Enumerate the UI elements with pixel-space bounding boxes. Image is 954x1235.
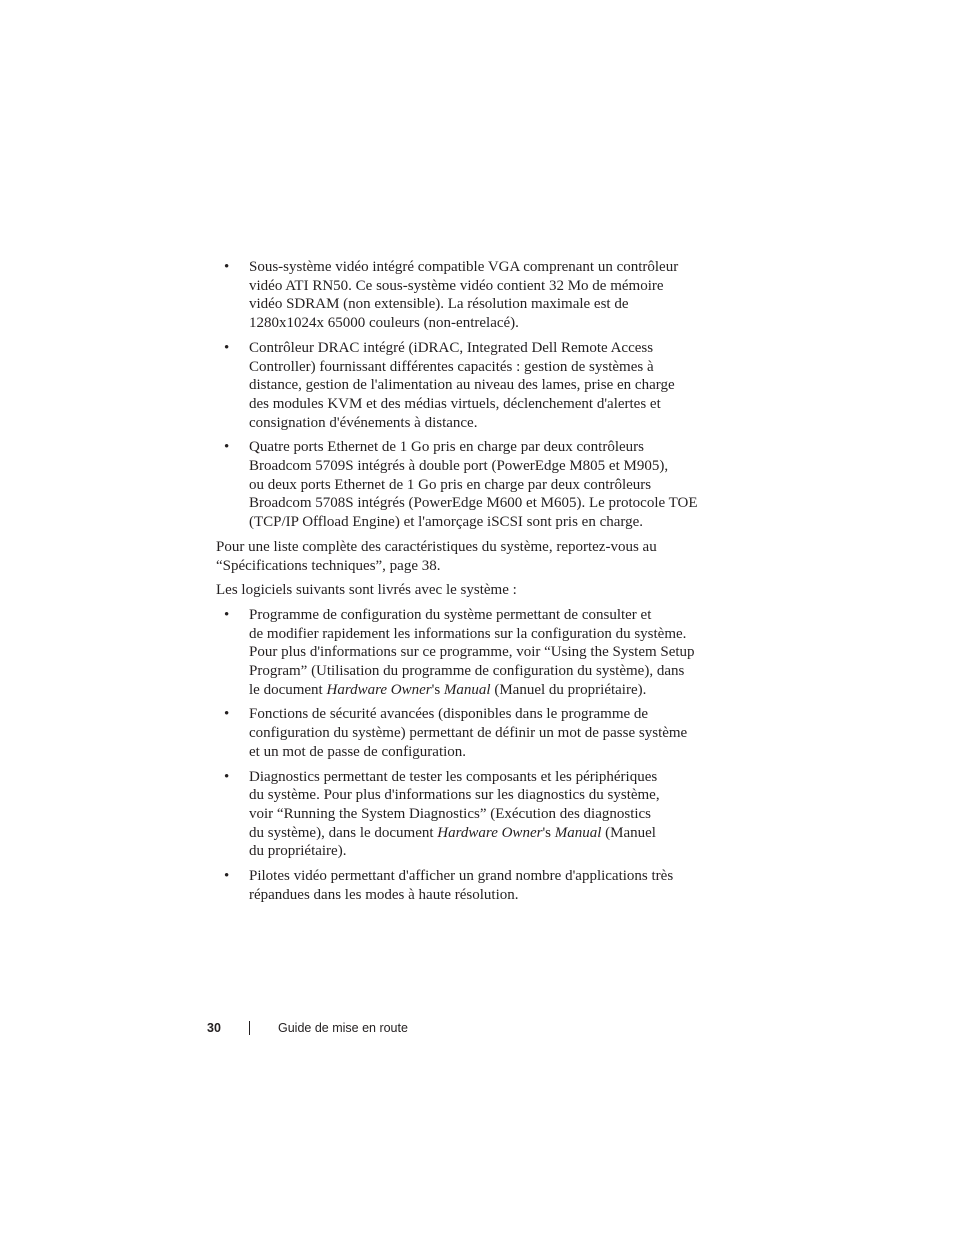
bullet-icon: • (224, 606, 230, 623)
text-segment: répandues dans les modes à haute résolution. (249, 886, 519, 903)
text-segment: Fonctions de sécurité avancées (disponibles dans le programme de (249, 706, 649, 723)
text-segment: du système), dans le document (249, 824, 438, 841)
bullet-icon: • (224, 439, 230, 456)
bullet-text (249, 438, 716, 532)
text-segment: Hardware Owner (326, 681, 432, 698)
text-segment: Hardware Owner (437, 824, 543, 841)
text-line (249, 824, 716, 843)
list-item (216, 438, 716, 532)
text-line (249, 705, 716, 724)
text-line (249, 476, 716, 495)
text-segment: vidéo SDRAM (non extensible). La résolution maximale est de (249, 296, 629, 313)
bullet-icon: • (224, 339, 230, 356)
text-segment: (Manuel (601, 824, 656, 841)
text-line (249, 314, 716, 333)
text-line (249, 842, 716, 861)
text-segment: Pour plus d'informations sur ce programme, voir “Using the System Setup (249, 644, 695, 661)
text-segment: ou deux ports Ethernet de 1 Go pris en charge par deux contrôleurs (249, 476, 652, 493)
software-feature-list (216, 606, 716, 905)
text-segment: le document (249, 681, 327, 698)
text-line (249, 339, 716, 358)
text-segment: Manual (554, 824, 602, 841)
text-line (249, 513, 716, 532)
list-item (216, 867, 716, 904)
list-item (216, 768, 716, 862)
text-segment: Quatre ports Ethernet de 1 Go pris en charge par deux contrôleurs (249, 439, 645, 456)
text-line (249, 768, 716, 787)
text-segment: Manual (443, 681, 491, 698)
text-segment: Program” (Utilisation du programme de configuration du système), dans (249, 663, 685, 680)
text-segment: et un mot de passe de configuration. (249, 743, 467, 760)
list-item (216, 339, 716, 433)
text-line (249, 805, 716, 824)
text-line (249, 395, 716, 414)
text-segment: Sous-système vidéo intégré compatible VGA comprenant un contrôleur (249, 259, 679, 275)
page-body (216, 258, 716, 911)
text-line (249, 295, 716, 314)
text-line (249, 643, 716, 662)
text-segment: du propriétaire). (249, 843, 347, 860)
text-line (249, 625, 716, 644)
hardware-feature-list (216, 258, 716, 532)
text-segment: 's (542, 824, 555, 841)
text-segment: consignation d'événements à distance. (249, 414, 478, 431)
list-item (216, 258, 716, 333)
text-segment: vidéo ATI RN50. Ce sous-système vidéo contient 32 Mo de mémoire (249, 277, 664, 294)
bullet-text (249, 339, 716, 433)
bullet-text (249, 606, 716, 700)
text-segment: configuration du système) permettant de définir un mot de passe système (249, 725, 688, 742)
bullet-icon: • (224, 259, 230, 275)
bullet-icon: • (224, 706, 230, 723)
bullet-icon: • (224, 868, 230, 885)
text-segment: (TCP/IP Offload Engine) et l'amorçage iSCSI sont pris en charge. (249, 514, 644, 531)
text-segment: Controller) fournissant différentes capacités : gestion de systèmes à (249, 358, 654, 375)
text-segment: 's (431, 681, 444, 698)
software-intro-paragraph (216, 581, 716, 600)
bullet-icon: • (224, 768, 230, 785)
text-line (249, 494, 716, 513)
text-segment: Diagnostics permettant de tester les composants et les périphériques (249, 768, 658, 785)
text-line (249, 606, 716, 625)
text-line (249, 358, 716, 377)
text-line (249, 414, 716, 433)
text-line (249, 277, 716, 296)
text-segment: Broadcom 5708S intégrés (PowerEdge M600 et M605). Le protocole TOE (249, 495, 698, 512)
specs-reference-line: Pour une liste complète des caractéristiques du système, reportez-vous au (216, 538, 657, 555)
text-segment: 1280x1024x 65000 couleurs (non-entrelacé). (249, 315, 519, 332)
text-line (249, 457, 716, 476)
list-item (216, 606, 716, 700)
text-segment: (Manuel du propriétaire). (490, 681, 647, 698)
page-number: 30 (207, 1021, 221, 1035)
text-segment: voir “Running the System Diagnostics” (Exécution des diagnostics (249, 805, 652, 822)
specs-reference-line: “Spécifications techniques”, page 38. (216, 557, 441, 574)
text-line (249, 258, 716, 277)
list-item (216, 705, 716, 761)
text-segment: Contrôleur DRAC intégré (iDRAC, Integrated Dell Remote Access (249, 339, 654, 356)
bullet-text (249, 705, 716, 761)
text-segment: du système. Pour plus d'informations sur les diagnostics du système, (249, 787, 660, 804)
text-segment: Programme de configuration du système permettant de consulter et (249, 606, 652, 623)
text-line (249, 886, 716, 905)
text-line (249, 743, 716, 762)
text-line (249, 376, 716, 395)
specs-reference-paragraph (216, 538, 716, 575)
text-segment: de modifier rapidement les informations sur la configuration du système. (249, 625, 687, 642)
text-line (249, 662, 716, 681)
guide-title: Guide de mise en route (278, 1021, 408, 1035)
footer-divider (249, 1021, 250, 1035)
text-line (249, 724, 716, 743)
bullet-text (249, 867, 716, 904)
text-line (249, 786, 716, 805)
text-line (249, 867, 716, 886)
text-segment: Broadcom 5709S intégrés à double port (PowerEdge M805 et M905), (249, 458, 669, 475)
text-line (249, 681, 716, 700)
software-intro-line: Les logiciels suivants sont livrés avec le système : (216, 582, 517, 599)
bullet-text (249, 768, 716, 862)
bullet-text (249, 258, 716, 333)
text-segment: distance, gestion de l'alimentation au niveau des lames, prise en charge (249, 377, 675, 394)
text-segment: des modules KVM et des médias virtuels, déclenchement d'alertes et (249, 395, 661, 412)
text-line (249, 438, 716, 457)
text-segment: Pilotes vidéo permettant d'afficher un grand nombre d'applications très (249, 868, 674, 885)
